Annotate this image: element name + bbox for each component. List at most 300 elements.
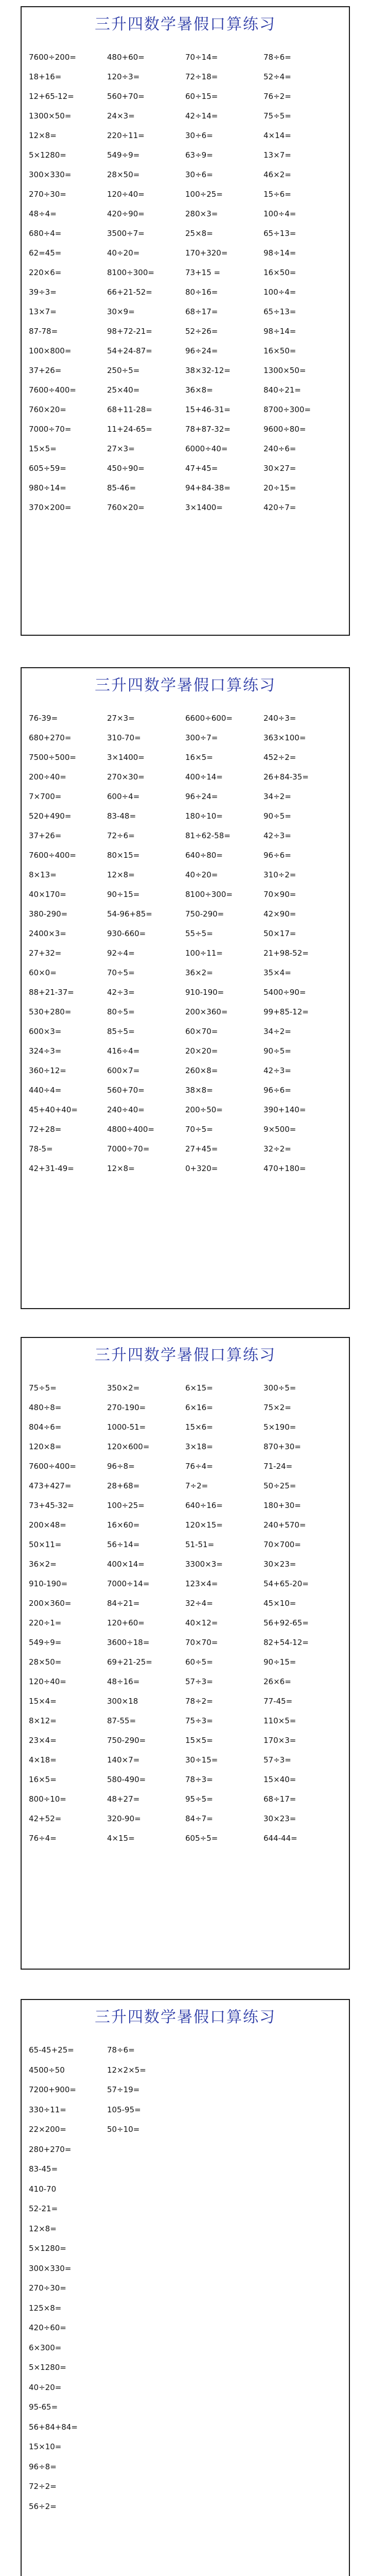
- math-problem: 560+70=: [107, 92, 145, 101]
- math-problem: 8100÷300=: [185, 890, 233, 899]
- math-problem: [185, 2140, 263, 2160]
- math-problem: 240÷3=: [263, 714, 296, 723]
- math-problem: 11+24-65=: [107, 425, 152, 434]
- math-problem: 56÷14=: [107, 1540, 140, 1549]
- math-problem: 30×9=: [107, 307, 135, 316]
- math-problem: 7×700=: [29, 792, 62, 801]
- math-problem: 60÷5=: [185, 1657, 213, 1667]
- math-problem: 240÷40=: [107, 1105, 145, 1114]
- math-problem: 21+98-52=: [263, 948, 309, 958]
- math-problem: 38×32-12=: [185, 366, 231, 375]
- math-problem: 30×23=: [263, 1560, 296, 1569]
- math-problem: [263, 2120, 342, 2140]
- math-problem: 85-46=: [107, 483, 136, 493]
- math-problem: 30×23=: [263, 1814, 296, 1823]
- math-problem: 200×360=: [29, 1599, 72, 1608]
- math-problem: 7600÷400=: [29, 851, 76, 860]
- math-problem: 120×600=: [107, 1442, 150, 1451]
- math-problem: 15×5=: [185, 1736, 213, 1745]
- math-problem: 930-660=: [107, 929, 146, 938]
- math-problem: 200×360=: [185, 1007, 228, 1016]
- math-problem: 15×4=: [29, 1697, 57, 1706]
- math-problem: [263, 2338, 342, 2358]
- math-problem: 98÷14=: [263, 327, 296, 336]
- math-problem: 110×5=: [263, 1716, 296, 1725]
- math-problem: 300÷5=: [263, 1383, 296, 1393]
- math-problem: 84÷21=: [107, 1599, 140, 1608]
- math-problem: [263, 2497, 342, 2517]
- worksheet-page-4: [21, 1999, 350, 2576]
- math-problem: [185, 2477, 263, 2497]
- math-problem: 8100÷300=: [107, 268, 154, 277]
- math-problem: 80÷5=: [107, 1007, 135, 1016]
- math-problem: [107, 2219, 185, 2239]
- math-problem: 78÷3=: [185, 1775, 213, 1784]
- math-problem: 36×2=: [185, 968, 213, 977]
- math-problem: 27×3=: [107, 714, 135, 723]
- math-problem: 80×15=: [107, 851, 140, 860]
- math-problem: 81÷62-58=: [185, 831, 231, 840]
- math-problem: 50÷25=: [263, 1481, 296, 1490]
- math-problem: 65÷13=: [263, 229, 296, 238]
- math-problem: 0+320=: [185, 1164, 218, 1173]
- math-problem: 60÷15=: [185, 92, 218, 101]
- worksheet-title: 三升四数学暑假口算练习: [95, 2008, 276, 2026]
- math-problem: 72÷18=: [185, 72, 218, 81]
- math-problem: [263, 2318, 342, 2338]
- math-problem: 450÷90=: [107, 464, 145, 473]
- math-problem: [107, 2417, 185, 2437]
- math-problem: 120÷40=: [107, 190, 145, 199]
- math-problem: 12×8=: [107, 1164, 135, 1173]
- math-problem: 62=45=: [29, 248, 62, 258]
- math-problem: 90÷5=: [263, 1046, 291, 1056]
- math-problem: 760×20=: [107, 503, 145, 512]
- math-problem: [185, 2318, 263, 2338]
- math-problem: 87-55=: [107, 1716, 136, 1725]
- math-problem: [107, 2239, 185, 2259]
- math-problem: 70×70=: [185, 1638, 218, 1647]
- math-problem: 96÷6=: [263, 851, 291, 860]
- math-problem: 26+84-35=: [263, 772, 309, 782]
- math-problem: [107, 2457, 185, 2477]
- math-problem: [263, 2358, 342, 2378]
- math-problem: 480÷8=: [29, 1403, 62, 1412]
- math-problem: 66+21-52=: [107, 287, 152, 297]
- math-problem: 90÷5=: [263, 811, 291, 821]
- math-problem: 76-39=: [29, 714, 58, 723]
- problem-grid: [29, 1378, 342, 1848]
- math-problem: 54-96+85=: [107, 909, 152, 919]
- math-problem: 350×2=: [107, 1383, 140, 1393]
- worksheet-page-3: [21, 1337, 350, 1970]
- math-problem: 2400×3=: [29, 929, 66, 938]
- math-problem: 42×90=: [263, 909, 296, 919]
- math-problem: 1300×50=: [263, 366, 306, 375]
- math-problem: 6×15=: [185, 1383, 213, 1393]
- math-problem: 300×330=: [29, 170, 72, 179]
- math-problem: 42÷14=: [185, 111, 218, 121]
- math-problem: 12+65-12=: [29, 92, 74, 101]
- math-problem: 100÷4=: [263, 209, 296, 218]
- math-problem: 72÷2=: [29, 2482, 57, 2491]
- math-problem: [263, 2179, 342, 2199]
- math-problem: 120÷40=: [29, 1677, 66, 1686]
- math-problem: 4×18=: [29, 1755, 57, 1765]
- math-problem: 96÷8=: [107, 1462, 135, 1471]
- math-problem: 50×17=: [263, 929, 296, 938]
- math-problem: [263, 2378, 342, 2398]
- math-problem: 580-490=: [107, 1775, 146, 1784]
- math-problem: 27+45=: [185, 1144, 218, 1154]
- math-problem: 20÷15=: [263, 483, 296, 493]
- math-problem: 310-70=: [107, 733, 141, 742]
- problem-grid: [29, 47, 342, 517]
- math-problem: 84÷7=: [185, 1814, 213, 1823]
- math-problem: 270÷30=: [29, 2283, 66, 2293]
- math-problem: [185, 2080, 263, 2100]
- math-problem: 40×12=: [185, 1618, 218, 1628]
- problem-grid: [29, 708, 342, 1178]
- math-problem: 910-190=: [185, 988, 224, 997]
- math-problem: 48+27=: [107, 1794, 140, 1804]
- math-problem: 22×200=: [29, 2125, 66, 2134]
- math-problem: 15÷6=: [263, 190, 291, 199]
- math-problem: [107, 2397, 185, 2417]
- math-problem: 92÷4=: [107, 948, 135, 958]
- math-problem: 100×800=: [29, 346, 72, 355]
- math-problem: 6600÷600=: [185, 714, 233, 723]
- math-problem: 96÷24=: [185, 792, 218, 801]
- math-problem: 13×7=: [29, 307, 57, 316]
- math-problem: [185, 2338, 263, 2358]
- math-problem: [263, 2278, 342, 2298]
- math-problem: 42÷3=: [263, 1066, 291, 1075]
- worksheet-page-1: [21, 6, 350, 636]
- math-problem: [107, 2497, 185, 2517]
- math-problem: 644-44=: [263, 1834, 297, 1843]
- math-problem: 57÷3=: [263, 1755, 291, 1765]
- math-problem: 98÷14=: [263, 248, 296, 258]
- math-problem: 15+46-31=: [185, 405, 231, 414]
- math-problem: 120×15=: [185, 1520, 223, 1530]
- math-problem: [263, 2239, 342, 2259]
- math-problem: [107, 2318, 185, 2338]
- math-problem: 16×5=: [185, 753, 213, 762]
- math-problem: [263, 2199, 342, 2219]
- math-problem: 98+72-21=: [107, 327, 152, 336]
- math-problem: [185, 2060, 263, 2080]
- worksheet-title: 三升四数学暑假口算练习: [95, 15, 276, 33]
- math-problem: 170×3=: [263, 1736, 296, 1745]
- math-problem: 34÷2=: [263, 1027, 291, 1036]
- math-problem: 4×15=: [107, 1834, 135, 1843]
- math-problem: [185, 2179, 263, 2199]
- math-problem: 804÷6=: [29, 1422, 62, 1432]
- math-problem: 48÷4=: [29, 209, 57, 218]
- math-problem: [185, 2219, 263, 2239]
- math-problem: 16×50=: [263, 268, 296, 277]
- math-problem: 420÷90=: [107, 209, 145, 218]
- math-problem: 76÷4=: [185, 1462, 213, 1471]
- math-problem: 12×2×5=: [107, 2065, 146, 2075]
- math-problem: 30×27=: [263, 464, 296, 473]
- math-problem: 56÷2=: [29, 2501, 57, 2511]
- math-problem: 37+26=: [29, 366, 62, 375]
- math-problem: 30÷15=: [185, 1755, 218, 1765]
- math-problem: 76÷4=: [29, 1834, 57, 1843]
- math-problem: [107, 2259, 185, 2279]
- math-problem: 28×50=: [29, 1657, 62, 1667]
- math-problem: [263, 2140, 342, 2160]
- math-problem: [263, 2100, 342, 2120]
- math-problem: 70×700=: [263, 1540, 301, 1549]
- math-problem: 76÷2=: [263, 92, 291, 101]
- math-problem: 100÷11=: [185, 948, 223, 958]
- math-problem: 7000÷70=: [29, 425, 72, 434]
- math-problem: 30÷6=: [185, 170, 213, 179]
- math-problem: 140×7=: [107, 1755, 140, 1765]
- math-problem: 7000÷14=: [107, 1579, 150, 1588]
- math-problem: 5×1280=: [29, 2244, 66, 2253]
- math-problem: 83-45=: [29, 2164, 58, 2174]
- math-problem: [107, 2179, 185, 2199]
- math-problem: 68÷17=: [185, 307, 218, 316]
- math-problem: 180÷10=: [185, 811, 223, 821]
- math-problem: 420÷7=: [263, 503, 296, 512]
- math-problem: 95-65=: [29, 2402, 58, 2412]
- math-problem: [185, 2159, 263, 2179]
- math-problem: 470+180=: [263, 1164, 306, 1173]
- math-problem: 36×2=: [29, 1560, 57, 1569]
- math-problem: 96÷6=: [263, 1086, 291, 1095]
- math-problem: [185, 2100, 263, 2120]
- math-problem: 32÷2=: [263, 1144, 291, 1154]
- math-problem: 26×6=: [263, 1677, 291, 1686]
- math-problem: [263, 2060, 342, 2080]
- math-problem: 27+32=: [29, 948, 62, 958]
- math-problem: 200÷50=: [185, 1105, 223, 1114]
- math-problem: 600×7=: [107, 1066, 140, 1075]
- math-problem: 28×50=: [107, 170, 140, 179]
- math-problem: [263, 2437, 342, 2457]
- math-problem: 300×330=: [29, 2263, 72, 2273]
- math-problem: 24×3=: [107, 111, 135, 121]
- math-problem: 65÷13=: [263, 307, 296, 316]
- math-problem: 42÷3=: [107, 988, 135, 997]
- math-problem: 220×6=: [29, 268, 62, 277]
- math-problem: 42÷3=: [263, 831, 291, 840]
- math-problem: 270×30=: [107, 772, 145, 782]
- math-problem: 12×8=: [29, 2224, 57, 2233]
- math-problem: 15×6=: [185, 1422, 213, 1432]
- math-problem: 120×8=: [29, 1442, 62, 1451]
- math-problem: [185, 2437, 263, 2457]
- math-problem: [107, 2199, 185, 2219]
- math-problem: [185, 2259, 263, 2279]
- math-problem: 16×5=: [29, 1775, 57, 1784]
- math-problem: 105-95=: [107, 2105, 141, 2114]
- math-problem: [185, 2298, 263, 2318]
- math-problem: [107, 2437, 185, 2457]
- math-problem: 42+31-49=: [29, 1164, 74, 1173]
- math-problem: 78-5=: [29, 1144, 53, 1154]
- math-problem: 6×16=: [185, 1403, 213, 1412]
- math-problem: 4800÷400=: [107, 1125, 154, 1134]
- math-problem: 46×2=: [263, 170, 291, 179]
- math-problem: 300×18: [107, 1697, 138, 1706]
- math-problem: 5×190=: [263, 1422, 296, 1432]
- math-problem: 120÷3=: [107, 72, 140, 81]
- math-problem: 549÷9=: [29, 1638, 62, 1647]
- math-problem: 78÷6=: [263, 53, 291, 62]
- math-problem: 77-45=: [263, 1697, 293, 1706]
- math-problem: [263, 2219, 342, 2239]
- math-problem: 75÷5=: [263, 111, 291, 121]
- math-problem: 7600÷200=: [29, 53, 76, 62]
- math-problem: 83-48=: [107, 811, 136, 821]
- math-problem: 60×70=: [185, 1027, 218, 1036]
- math-problem: 13×7=: [263, 150, 291, 160]
- math-problem: 8×12=: [29, 1716, 57, 1725]
- math-problem: 220÷11=: [107, 131, 145, 140]
- math-problem: 7000÷70=: [107, 1144, 150, 1154]
- math-problem: [107, 2278, 185, 2298]
- math-problem: 270÷30=: [29, 190, 66, 199]
- math-problem: 100÷4=: [263, 287, 296, 297]
- math-problem: 390+140=: [263, 1105, 306, 1114]
- math-problem: 1300×50=: [29, 111, 72, 121]
- math-problem: [107, 2338, 185, 2358]
- math-problem: [263, 2457, 342, 2477]
- math-problem: 250÷5=: [107, 366, 140, 375]
- math-problem: 38×8=: [185, 1086, 213, 1095]
- math-problem: 420÷60=: [29, 2323, 66, 2332]
- math-problem: [107, 2298, 185, 2318]
- math-problem: 51-51=: [185, 1540, 215, 1549]
- math-problem: 60×0=: [29, 968, 57, 977]
- math-problem: 90÷15=: [107, 890, 140, 899]
- math-problem: 870+30=: [263, 1442, 301, 1451]
- math-problem: 260×8=: [185, 1066, 218, 1075]
- math-problem: 88+21-37=: [29, 988, 74, 997]
- math-problem: 52÷4=: [263, 72, 291, 81]
- math-problem: 57÷3=: [185, 1677, 213, 1686]
- math-problem: 9600÷80=: [263, 425, 306, 434]
- math-problem: 70÷5=: [107, 968, 135, 977]
- math-problem: 200×48=: [29, 1520, 66, 1530]
- math-problem: 980÷14=: [29, 483, 66, 493]
- math-problem: 12×8=: [107, 870, 135, 879]
- math-problem: 68÷17=: [263, 1794, 296, 1804]
- math-problem: 45×10=: [263, 1599, 296, 1608]
- math-problem: 640÷80=: [185, 851, 223, 860]
- math-problem: 99+85-12=: [263, 1007, 309, 1016]
- math-problem: 750-290=: [185, 909, 224, 919]
- math-problem: [263, 2417, 342, 2437]
- math-problem: 75×2=: [263, 1403, 291, 1412]
- math-problem: 25×40=: [107, 385, 140, 395]
- math-problem: 27×3=: [107, 444, 135, 453]
- math-problem: 840÷21=: [263, 385, 301, 395]
- math-problem: 63÷9=: [185, 150, 213, 160]
- math-problem: 69+21-25=: [107, 1657, 152, 1667]
- math-problem: 75÷5=: [29, 1383, 57, 1393]
- math-problem: 72÷6=: [107, 831, 135, 840]
- math-problem: 80÷16=: [185, 287, 218, 297]
- math-problem: 7500÷500=: [29, 753, 76, 762]
- math-problem: 605÷5=: [185, 1834, 218, 1843]
- math-problem: 380-290=: [29, 909, 68, 919]
- worksheet-title: 三升四数学暑假口算练习: [95, 676, 276, 694]
- math-problem: 12×8=: [29, 131, 57, 140]
- math-problem: 48÷16=: [107, 1677, 140, 1686]
- math-problem: [263, 2080, 342, 2100]
- math-problem: 280+270=: [29, 2144, 72, 2154]
- math-problem: 8×13=: [29, 870, 57, 879]
- math-problem: 5×1280=: [29, 150, 66, 160]
- math-problem: 240÷6=: [263, 444, 296, 453]
- math-problem: 45+40+40=: [29, 1105, 78, 1114]
- math-problem: 120+60=: [107, 1618, 145, 1628]
- math-problem: 180+30=: [263, 1501, 301, 1510]
- math-problem: 95÷5=: [185, 1794, 213, 1804]
- math-problem: 600×3=: [29, 1027, 62, 1036]
- math-problem: [263, 2298, 342, 2318]
- math-problem: 34÷2=: [263, 792, 291, 801]
- math-problem: 23×4=: [29, 1736, 57, 1745]
- math-problem: 7÷2=: [185, 1481, 208, 1490]
- math-problem: 18+16=: [29, 72, 62, 81]
- math-problem: 3600÷18=: [107, 1638, 150, 1647]
- math-problem: 5×1280=: [29, 2363, 66, 2372]
- math-problem: 37+26=: [29, 831, 62, 840]
- math-problem: 65-45+25=: [29, 2045, 74, 2055]
- worksheet-title: 三升四数学暑假口算练习: [95, 1346, 276, 1364]
- math-problem: 40×170=: [29, 890, 66, 899]
- math-problem: 363×100=: [263, 733, 306, 742]
- math-problem: 96÷8=: [29, 2462, 57, 2471]
- math-problem: 71-24=: [263, 1462, 293, 1471]
- math-problem: 50÷10=: [107, 2125, 140, 2134]
- math-problem: 549÷9=: [107, 150, 140, 160]
- math-problem: 330÷11=: [29, 2105, 66, 2114]
- math-problem: 680+270=: [29, 733, 72, 742]
- math-problem: 910-190=: [29, 1579, 68, 1588]
- math-problem: 3×1400=: [185, 503, 223, 512]
- math-problem: 410-70: [29, 2184, 57, 2194]
- math-problem: 240+570=: [263, 1520, 306, 1530]
- math-problem: [107, 2140, 185, 2160]
- math-problem: 452÷2=: [263, 753, 296, 762]
- math-problem: 39÷3=: [29, 287, 57, 297]
- math-problem: 220÷1=: [29, 1618, 62, 1628]
- math-problem: 7600÷400=: [29, 385, 76, 395]
- math-problem: [185, 2457, 263, 2477]
- math-problem: 800÷10=: [29, 1794, 66, 1804]
- math-problem: 28+68=: [107, 1481, 140, 1490]
- math-problem: 94+84-38=: [185, 483, 231, 493]
- math-problem: 280×3=: [185, 209, 218, 218]
- math-problem: 54+65-20=: [263, 1579, 309, 1588]
- math-problem: [185, 2378, 263, 2398]
- math-problem: 78÷6=: [107, 2045, 135, 2055]
- math-problem: 3300×3=: [185, 1560, 223, 1569]
- math-problem: 40÷20=: [107, 248, 140, 258]
- worksheet-page-2: [21, 667, 350, 1309]
- math-problem: 5400÷90=: [263, 988, 306, 997]
- math-problem: 16×60=: [107, 1520, 140, 1530]
